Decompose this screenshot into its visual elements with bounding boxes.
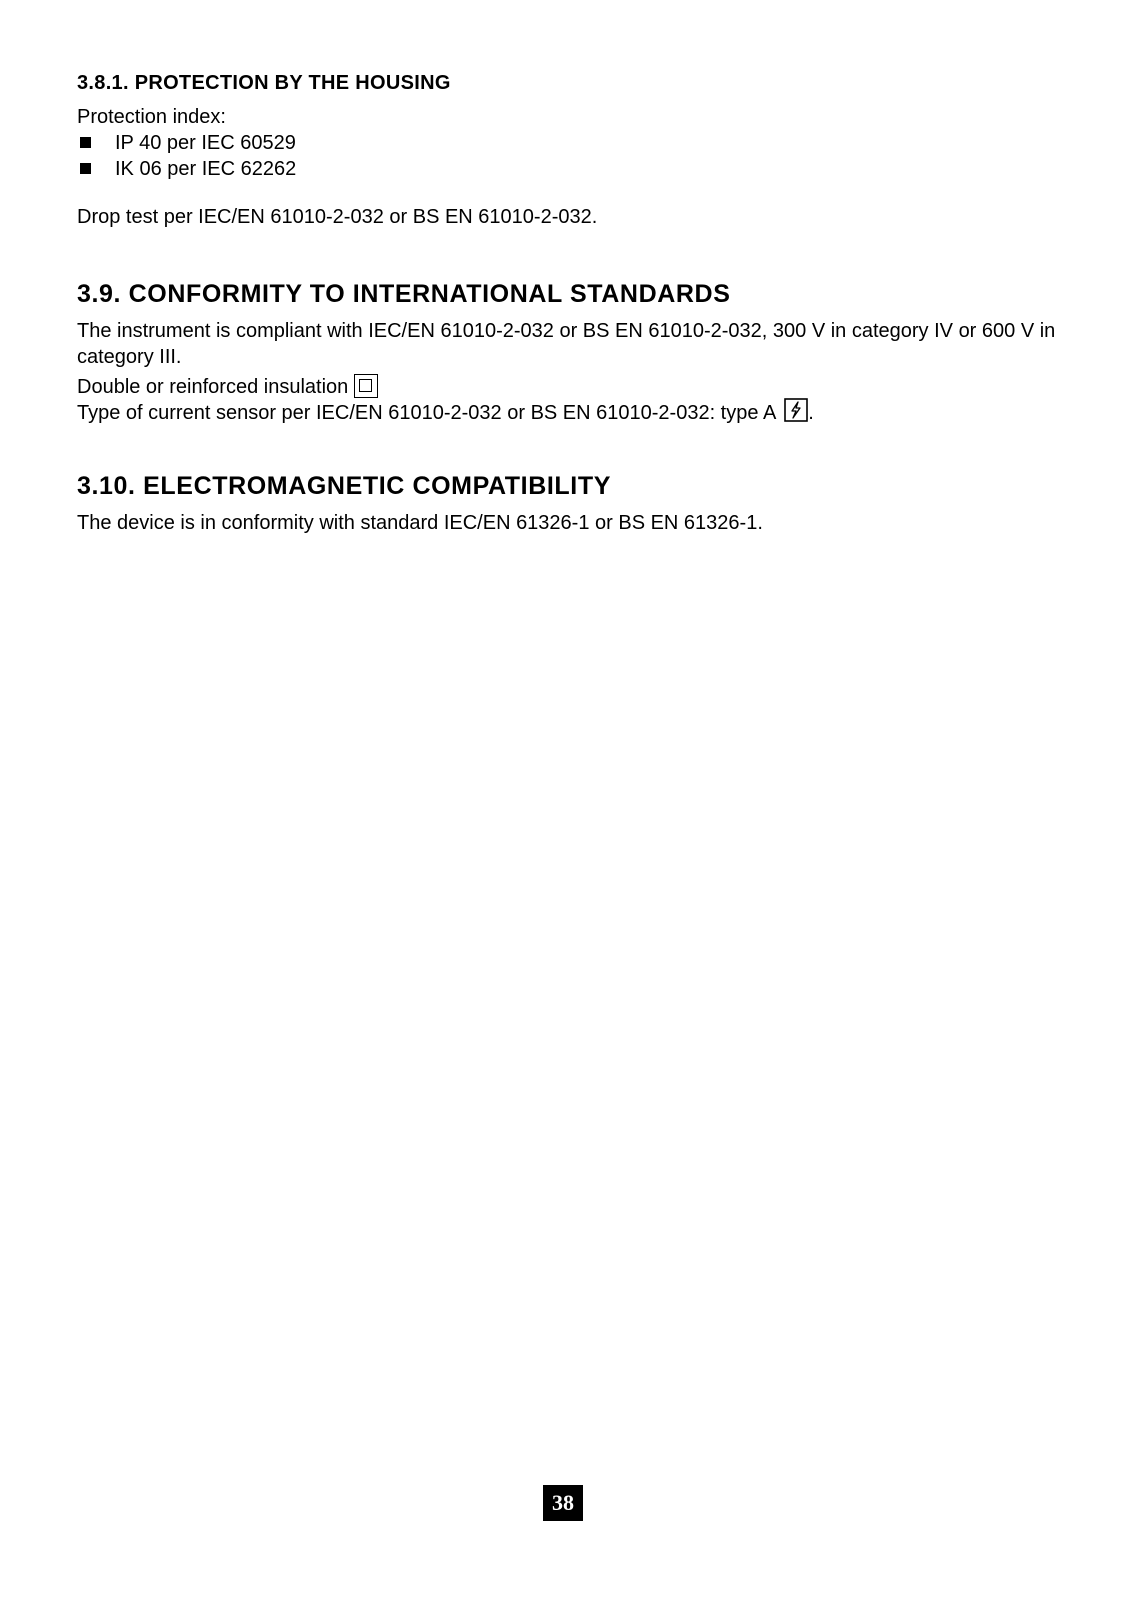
- protection-list: [77, 130, 1067, 182]
- section-3-10: [77, 470, 1067, 536]
- page-number: 38: [543, 1485, 583, 1521]
- protection-index-label: Protection index:: [77, 106, 226, 128]
- bullet-square-icon: [80, 137, 91, 148]
- list-item-text: IP 40 per IEC 60529: [115, 132, 296, 154]
- compliance-text: The instrument is compliant with IEC/EN 61010-2-032 or BS EN 61010-2-032, 300 V in category IV or 600 V in category III.: [77, 320, 1056, 368]
- sensor-type-line: [77, 400, 1067, 426]
- drop-test-text: Drop test per IEC/EN 61010-2-032 or BS EN 61010-2-032.: [77, 206, 598, 228]
- section-3-9: [77, 278, 1067, 426]
- insulation-text: Double or reinforced insulation: [77, 376, 349, 398]
- bullet-square-icon: [80, 163, 91, 174]
- emc-conformity-text: The device is in conformity with standard IEC/EN 61326-1 or BS EN 61326-1.: [77, 512, 763, 534]
- sensor-type-period: .: [808, 402, 814, 424]
- page-content: [77, 70, 1067, 536]
- section-heading: 3.8.1. PROTECTION BY THE HOUSING: [77, 72, 451, 94]
- list-item-text: IK 06 per IEC 62262: [115, 158, 297, 180]
- list-item: [77, 156, 1067, 182]
- list-item: [77, 130, 1067, 156]
- double-insulation-icon: [354, 374, 378, 398]
- section-heading: 3.9. CONFORMITY TO INTERNATIONAL STANDARDS: [77, 280, 731, 308]
- sensor-type-text: Type of current sensor per IEC/EN 61010-2-032 or BS EN 61010-2-032: type A: [77, 402, 777, 424]
- section-heading: 3.10. ELECTROMAGNETIC COMPATIBILITY: [77, 472, 611, 500]
- section-3-8-1: [77, 70, 1067, 230]
- type-a-sensor-icon: [784, 398, 808, 422]
- insulation-line: [77, 374, 1067, 400]
